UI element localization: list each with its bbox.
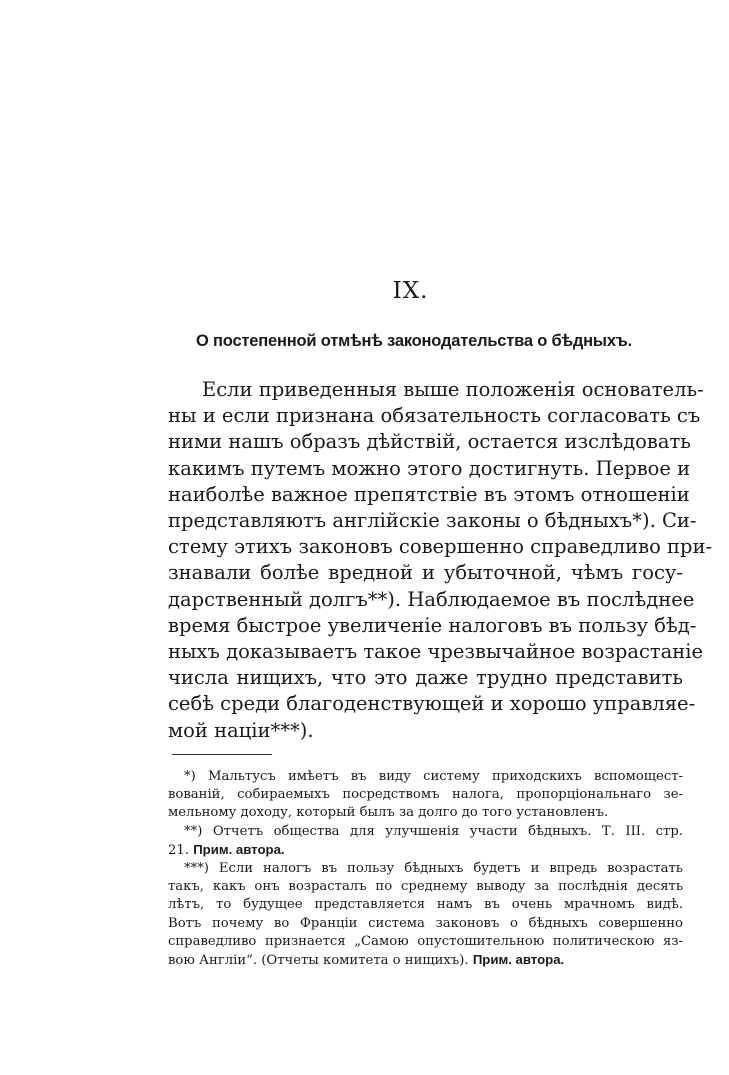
footnote-text: вою Англіи“. (Отчеты комитета о нищихъ). <box>168 953 469 969</box>
footnote-line <box>168 951 683 970</box>
body-line: время быстрое увеличеніе налоговъ въ пользу бѣд- <box>168 613 697 637</box>
author-note: Прим. автора. <box>472 952 565 968</box>
author-note: Прим. автора. <box>193 841 285 857</box>
body-line: ними нашъ образъ дѣйствій, остается изслѣдовать <box>168 430 691 454</box>
footnote-line: мельному доходу, который былъ за долго до того установленъ. <box>168 805 609 821</box>
body-line: знавали болѣе вредной и убыточной, чѣмъ госу- <box>168 561 683 585</box>
body-line: стему этихъ законовъ совершенно справедливо при- <box>168 535 713 559</box>
footnote-line <box>168 841 683 860</box>
body-line: представляютъ англійскіе законы о бѣдныхъ*). Си- <box>168 509 697 533</box>
chapter-title: О постепенной отмѣнѣ законодательства о бѣдныхъ. <box>196 332 633 350</box>
body-line: дарственный долгъ**). Наблюдаемое въ послѣднее <box>168 587 695 611</box>
body-line: какимъ путемъ можно этого достигнуть. Первое и <box>168 456 691 480</box>
footnote-line: такъ, какъ онъ возрасталъ по среднему выводу за послѣднія десять <box>168 879 683 895</box>
footnote-text: 21. <box>168 842 189 858</box>
footnote-separator <box>172 754 272 755</box>
body-line: Если приведенныя выше положенія основатель- <box>202 378 704 401</box>
body-line: наиболѣе важное препятствіе въ этомъ отношеніи <box>168 482 690 506</box>
footnote-line: Вотъ почему во Франціи система законовъ о бѣдныхъ совершенно <box>168 915 683 931</box>
footnote-line: **) Отчетъ общества для улучшенія участи бѣдныхъ. Т. III. стр. <box>184 823 683 839</box>
body-line: числа нищихъ, что это даже трудно представить <box>168 666 683 690</box>
footnote-line: *) Мальтусъ имѣетъ въ виду систему приходскихъ вспомощест- <box>184 769 683 784</box>
footnotes <box>168 768 683 970</box>
chapter-number: IX. <box>392 278 429 304</box>
footnote-line: вованій, собираемыхъ посредствомъ налога, пропорціональнаго зе- <box>168 787 683 803</box>
body-line: ныхъ доказываетъ такое чрезвычайное возрастаніе <box>168 640 704 664</box>
body-line: ны и если признана обязательность согласовать съ <box>168 404 701 428</box>
body-paragraph <box>168 377 713 744</box>
body-line: себѣ среди благоденствующей и хорошо управляе- <box>168 692 696 716</box>
body-line: мой націи***). <box>168 718 314 742</box>
footnote-line: справедливо признается „Самою опустошительною политическою яз- <box>168 933 683 949</box>
footnote-line: ***) Если налогъ въ пользу бѣдныхъ будетъ и впредь возрастать <box>184 861 683 877</box>
footnote-line: лѣтъ, то будущее представляется намъ въ очень мрачномъ видѣ. <box>168 897 683 913</box>
